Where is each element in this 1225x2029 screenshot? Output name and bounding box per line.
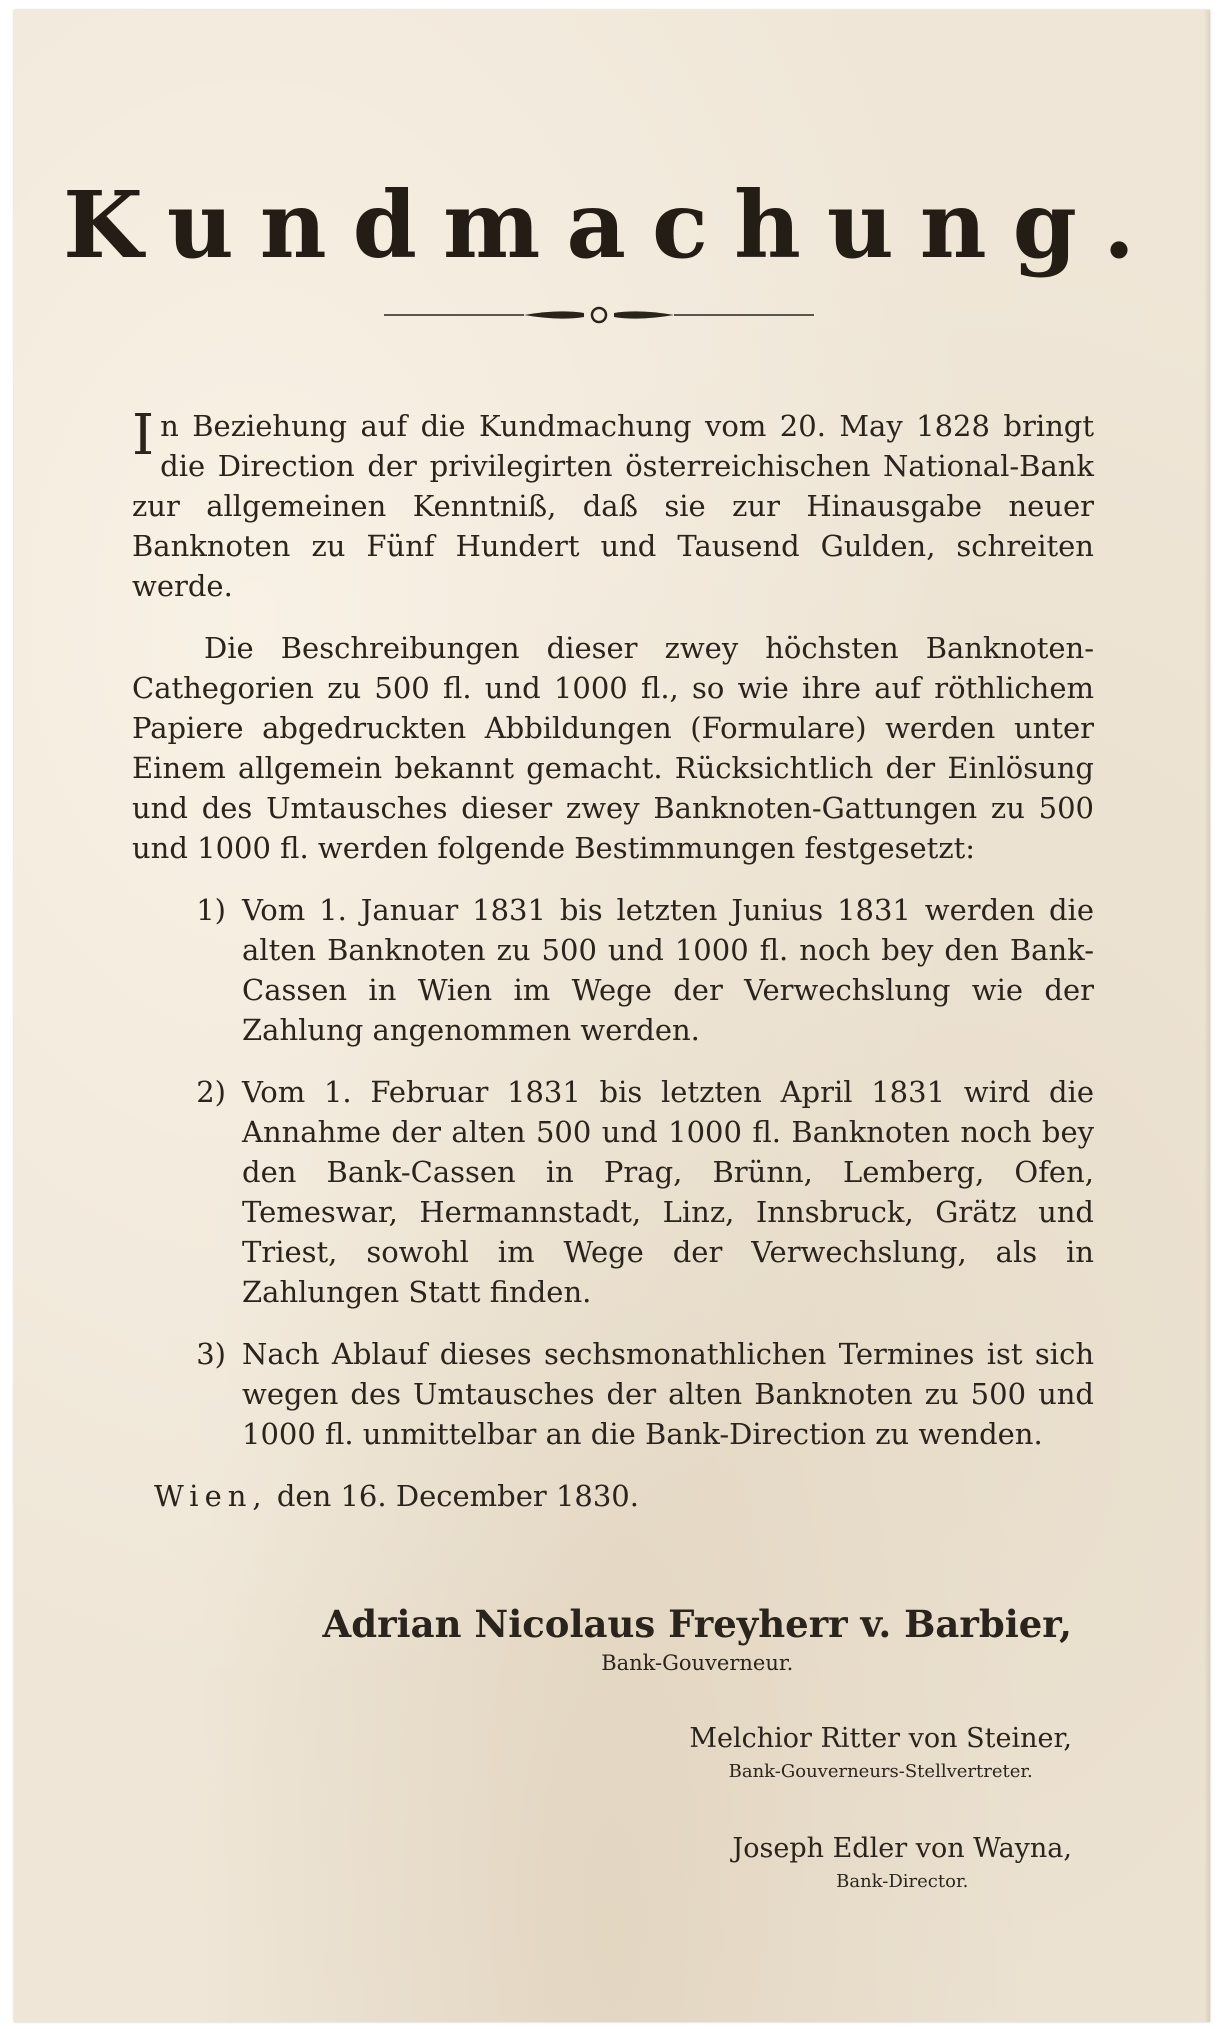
list-item-text: Vom 1. Februar 1831 bis letzten April 1831 wird die Annahme der alten 500 und 1000 fl. Banknoten noch bey den Bank-Cassen in Prag, Brünn, Lemberg, Ofen, Temeswar, Hermannstadt, Linz, Innsbruck, Grätz und Triest, sowohl im Wege der Verwechslung, als in Zahlungen Statt finden. xyxy=(242,1075,1094,1309)
list-item-number: 3) xyxy=(196,1337,226,1371)
signature-deputy xyxy=(689,1720,1072,1786)
list-item xyxy=(132,1072,1094,1312)
place-date-line xyxy=(132,1476,1094,1516)
date: den 16. December 1830. xyxy=(276,1479,639,1513)
provisions-list xyxy=(132,890,1094,1454)
document-title: Kundmachung. xyxy=(62,171,1162,279)
signature-name: Adrian Nicolaus Freyherr v. Barbier, xyxy=(322,1602,1072,1646)
paragraph-intro: In Beziehung auf die Kundmachung vom 20. May 1828 bringt die Direction der privilegirten österreichischen National-Bank zur allgemeinen Kenntniß, daß sie zur Hinausgabe neuer Banknoten zu Fünf Hundert und Tausend Gulden, schreiten werde. xyxy=(132,403,1094,603)
list-item-number: 2) xyxy=(196,1075,226,1109)
signature-title: Bank-Gouverneur. xyxy=(601,1651,794,1675)
list-item xyxy=(132,1334,1094,1454)
signature-title: Bank-Gouverneurs-Stellvertreter. xyxy=(728,1761,1033,1782)
list-item-text: Vom 1. Januar 1831 bis letzten Junius 1831 werden die alten Banknoten zu 500 und 1000 fl. noch bey den Bank-Cassen in Wien im Wege der Verwechslung wie der Zahlung angenommen werden. xyxy=(242,893,1094,1047)
signature-title: Bank-Director. xyxy=(836,1871,969,1892)
document-page xyxy=(14,10,1210,2022)
list-item-text: Nach Ablauf dieses sechsmonathlichen Termines ist sich wegen des Umtausches der alten Banknoten zu 500 und 1000 fl. unmittelbar an die Bank-Direction zu wenden. xyxy=(242,1337,1094,1451)
list-item-number: 1) xyxy=(196,893,226,927)
paragraph-description: Die Beschreibungen dieser zwey höchsten Banknoten-Cathegorien zu 500 fl. und 1000 fl., so wie ihre auf röthlichem Papiere abgedruckten Abbildungen (Formulare) werden unter Einem allgemein bekannt gemacht. Rücksichtlich der Einlösung und des Umtausches dieser zwey Banknoten-Gattungen zu 500 und 1000 fl. werden folgende Bestimmungen festgesetzt: xyxy=(132,631,1094,865)
signature-governor xyxy=(322,1600,1072,1678)
list-item xyxy=(132,890,1094,1050)
signature-director xyxy=(732,1830,1072,1896)
signature-name: Melchior Ritter von Steiner, xyxy=(689,1723,1072,1754)
place: Wien, xyxy=(154,1479,268,1513)
ornament-divider-icon xyxy=(384,300,814,330)
signature-name: Joseph Edler von Wayna, xyxy=(732,1833,1072,1864)
document-body xyxy=(132,403,1094,1516)
